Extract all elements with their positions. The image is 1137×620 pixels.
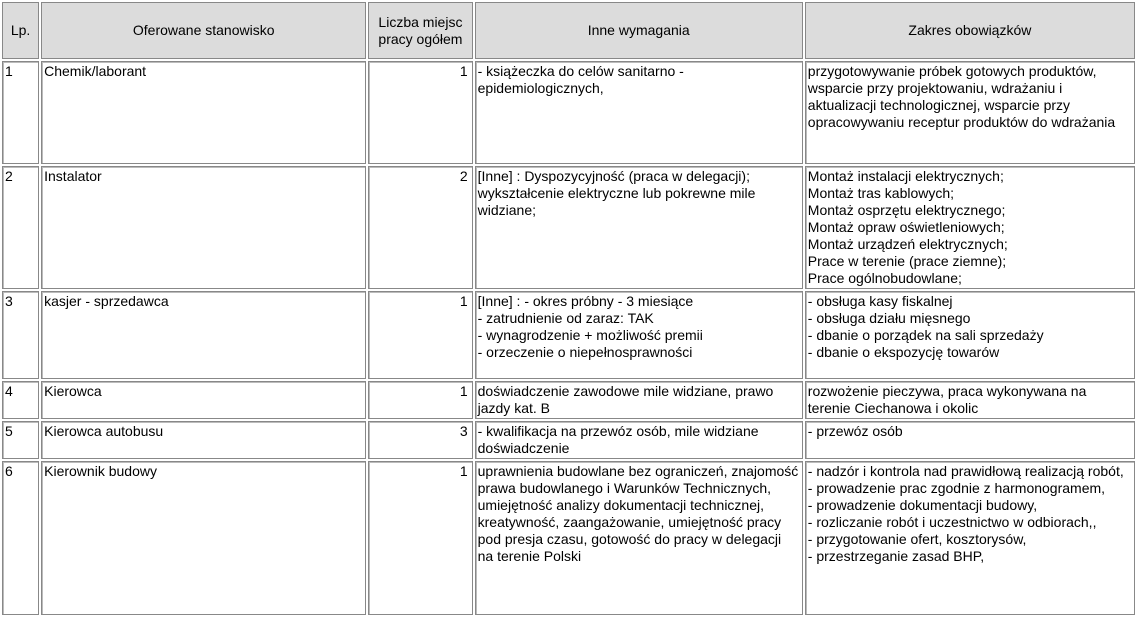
duty-line: - dbanie o porządek na sali sprzedaży — [807, 327, 1044, 343]
cell-count: 1 — [368, 381, 472, 419]
cell-requirements — [475, 381, 803, 419]
table-row — [2, 291, 1135, 379]
requirement-line: - kwalifikacja na przewóz osób, mile widziane doświadczenie — [477, 423, 759, 456]
table-row — [2, 381, 1135, 419]
duty-line: - prowadzenie prac zgodnie z harmonogramem, — [807, 480, 1106, 496]
duty-line: - przygotowanie ofert, kosztorysów, — [807, 531, 1027, 547]
cell-count: 1 — [368, 461, 472, 615]
requirement-line: [Inne] : - okres próbny - 3 miesiące — [477, 293, 694, 309]
requirement-line: - zatrudnienie od zaraz: TAK — [477, 310, 654, 326]
duty-line: Prace ogólnobudowlane; — [807, 270, 962, 286]
cell-requirements — [475, 166, 803, 289]
cell-position: Chemik/laborant — [41, 61, 366, 164]
cell-duties — [805, 166, 1135, 289]
duty-line: - obsługa kasy fiskalnej — [807, 293, 953, 309]
cell-lp: 3 — [2, 291, 39, 379]
duty-line: Montaż instalacji elektrycznych; — [807, 168, 1004, 184]
cell-count: 1 — [368, 291, 472, 379]
duty-line: - przestrzeganie zasad BHP, — [807, 548, 985, 564]
cell-duties — [805, 61, 1135, 164]
table-row — [2, 421, 1135, 459]
cell-lp: 2 — [2, 166, 39, 289]
requirement-line: doświadczenie zawodowe mile widziane, prawo jazdy kat. B — [477, 383, 774, 416]
header-position: Oferowane stanowisko — [41, 2, 366, 59]
duty-line: - rozliczanie robót i uczestnictwo w odbiorach,, — [807, 514, 1097, 530]
cell-position: kasjer - sprzedawca — [41, 291, 366, 379]
cell-requirements — [475, 461, 803, 615]
cell-position: Kierowca autobusu — [41, 421, 366, 459]
cell-position: Kierowca — [41, 381, 366, 419]
cell-count: 1 — [368, 61, 472, 164]
duty-line: - obsługa działu mięsnego — [807, 310, 971, 326]
cell-duties — [805, 461, 1135, 615]
cell-lp: 5 — [2, 421, 39, 459]
duty-line: - prowadzenie dokumentacji budowy, — [807, 497, 1038, 513]
requirement-line: - orzeczenie o niepełnosprawności — [477, 344, 693, 360]
cell-position: Instalator — [41, 166, 366, 289]
duty-line: Montaż opraw oświetleniowych; — [807, 219, 1005, 235]
cell-lp: 4 — [2, 381, 39, 419]
header-duties: Zakres obowiązków — [805, 2, 1135, 59]
header-requirements: Inne wymagania — [475, 2, 803, 59]
duty-line: przygotowywanie próbek gotowych produktów, wsparcie przy projektowaniu, wdrażaniu i aktualizacji technologicznej, wsparcie przy opracowywaniu receptur produktów do wdrażania — [807, 63, 1116, 130]
requirement-line: uprawnienia budowlane bez ograniczeń, znajomość prawa budowlanego i Warunków Technicznych, umiejętność analizy dokumentacji technicznej, kreatywność, zaangażowanie, umiejętność pracy pod presja czasu, gotowość do pracy w delegacji na terenie Polski — [477, 463, 799, 564]
duty-line: Montaż osprzętu elektrycznego; — [807, 202, 1006, 218]
cell-position: Kierownik budowy — [41, 461, 366, 615]
cell-count: 3 — [368, 421, 472, 459]
requirement-line: - wynagrodzenie + możliwość premii — [477, 327, 703, 343]
duty-line: Montaż urządzeń elektrycznych; — [807, 236, 1008, 252]
header-row — [2, 2, 1135, 59]
cell-requirements — [475, 291, 803, 379]
table-row — [2, 166, 1135, 289]
duty-line: - dbanie o ekspozycję towarów — [807, 344, 1000, 360]
duty-line: - przewóz osób — [807, 423, 903, 439]
requirement-line: [Inne] : Dyspozycyjność (praca w delegacji); wykształcenie elektryczne lub pokrewne mile widziane; — [477, 168, 756, 218]
duty-line: - nadzór i kontrola nad prawidłową realizacją robót, — [807, 463, 1124, 479]
table-row — [2, 61, 1135, 164]
requirement-line: - książeczka do celów sanitarno - epidemiologicznych, — [477, 63, 684, 96]
duty-line: rozwożenie pieczywa, praca wykonywana na terenie Ciechanowa i okolic — [807, 383, 1087, 416]
cell-lp: 6 — [2, 461, 39, 615]
cell-lp: 1 — [2, 61, 39, 164]
cell-count: 2 — [368, 166, 472, 289]
table-row — [2, 461, 1135, 615]
cell-duties — [805, 381, 1135, 419]
header-count: Liczba miejsc pracy ogółem — [368, 2, 472, 59]
header-lp: Lp. — [2, 2, 39, 59]
cell-requirements — [475, 421, 803, 459]
cell-duties — [805, 421, 1135, 459]
duty-line: Montaż tras kablowych; — [807, 185, 955, 201]
cell-requirements — [475, 61, 803, 164]
duty-line: Prace w terenie (prace ziemne); — [807, 253, 1007, 269]
cell-duties — [805, 291, 1135, 379]
